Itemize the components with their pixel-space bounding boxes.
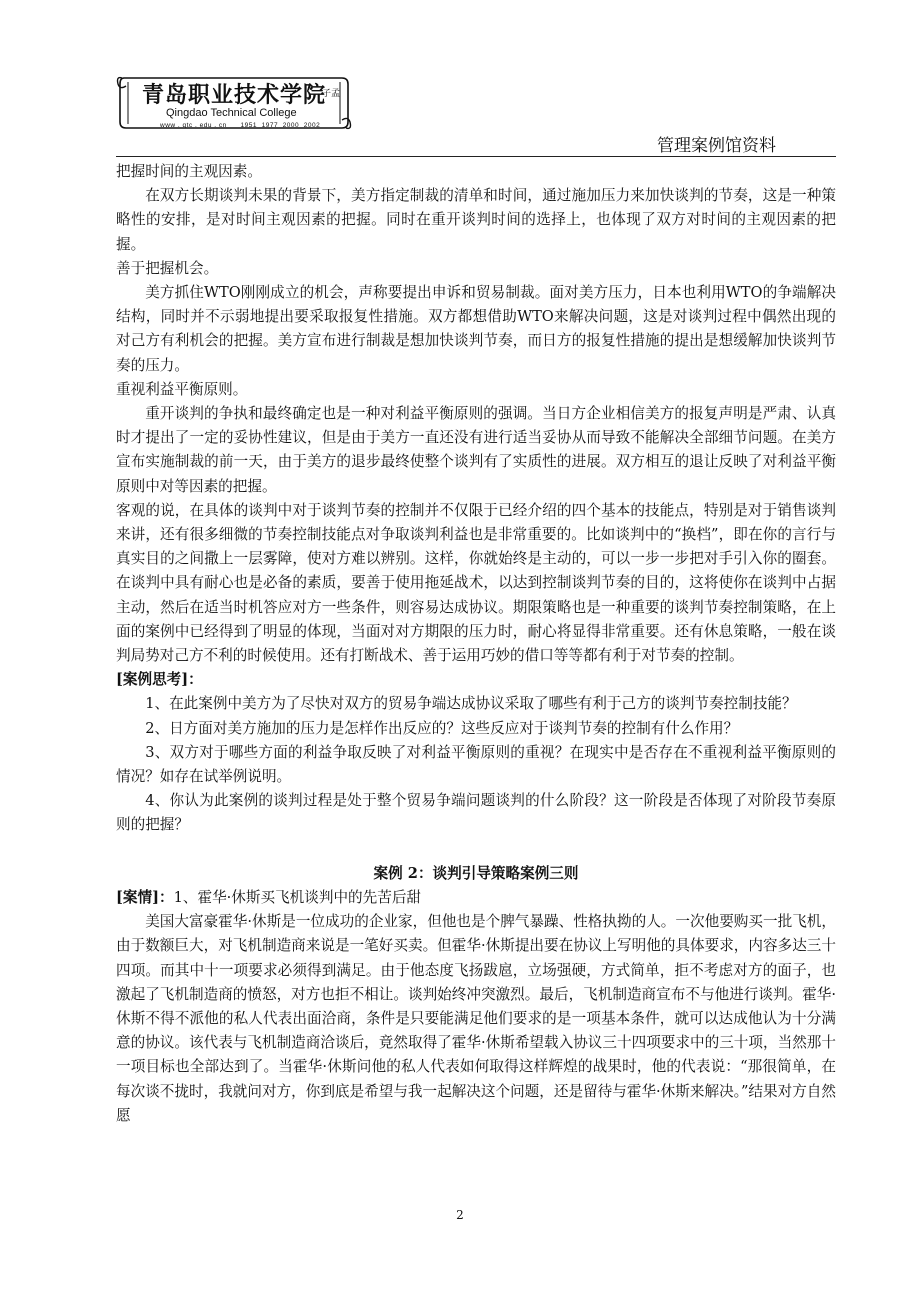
section-heading: 善于把握机会。 [116, 259, 219, 277]
paragraph: 把握时间的主观因素。 [116, 163, 262, 180]
case-label: [案情]： [116, 888, 174, 906]
document-title: 管理案例馆资料 [657, 136, 776, 156]
case-thinking-label: [案例思考]： [116, 671, 203, 689]
case-title: 案例 2：谈判引导策略案例三则 [373, 864, 579, 882]
question-item: 3、双方对于哪些方面的利益争取反映了对利益平衡原则的重视？在现实中是否存在不重视利益平衡原则的情况？如存在试举例说明。 [116, 743, 836, 786]
section-heading: 重视利益平衡原则。 [116, 380, 248, 398]
page-number: 2 [456, 1208, 464, 1222]
case-intro-line [116, 886, 836, 910]
paragraph: 客观的说，在具体的谈判中对于谈判节奏的控制并不仅限于已经介绍的四个基本的技能点，特别是对于销售谈判来讲，还有很多细微的节奏控制技能点对争取谈判利益也是非常重要的。比如谈判中的“换档”，即在你的言行与真实目的之间撒上一层雾障，使对方难以辨别。这样，你就始终是主动的，可以一步一步把对手引入你的圈套。在谈判中具有耐心也是必备的素质，要善于使用拖延战术，以达到控制谈判节奏的目的，这将使你在谈判中占据主动，然后在适当时机答应对方一些条件，则容易达成协议。期限策略也是一种重要的谈判节奏控制策略，在上面的案例中已经得到了明显的体现，当面对对方期限的压力时，耐心将显得非常重要。还有休息策略，一般在谈判局势对己方不利的时候使用。还有打断战术、善于运用巧妙的借口等等都有利于对节奏的控制。 [116, 501, 836, 665]
case-heading: 1、霍华·休斯买飞机谈判中的先苦后甜 [173, 888, 422, 906]
paragraph: 在双方长期谈判未果的背景下，美方指定制裁的清单和时间，通过施加压力来加快谈判的节奏，这是一种策略性的安排，是对时间主观因素的把握。同时在重开谈判时间的选择上，也体现了双方对时间的主观因素的把握。 [116, 187, 836, 253]
logo-seal-text: 子孟 [322, 89, 341, 99]
spacer [116, 838, 836, 862]
college-logo [116, 72, 352, 130]
logo-url-years: www . qtc . edu . cn 1951 1977 2000 2002 [160, 122, 321, 129]
question-item: 2、日方面对美方施加的压力是怎样作出反应的？这些反应对于谈判节奏的控制有什么作用？ [145, 719, 739, 737]
document-body [116, 160, 836, 1128]
logo-english-name: Qingdao Technical College [166, 107, 297, 119]
paragraph: 重开谈判的争执和最终确定也是一种对利益平衡原则的强调。当日方企业相信美方的报复声明是严肃、认真时才提出了一定的妥协性建议，但是由于美方一直还没有进行适当妥协从而导致不能解决全部细节问题。在美方宣布实施制裁的前一天，由于美方的退步最终使整个谈判有了实质性的进展。双方相互的退让反映了对利益平衡原则中对等因素的把握。 [116, 405, 836, 495]
paragraph: 美方抓住WTO刚刚成立的机会，声称要提出申诉和贸易制裁。面对美方压力，日本也利用WTO的争端解决结构，同时并不示弱地提出要采取报复性措施。双方都想借助WTO来解决问题，这是对谈判过程中偶然出现的对己方有利机会的把握。美方宣布进行制裁是想加快谈判节奏，而日方的报复性措施的提出是想缓解加快谈判节奏的压力。 [116, 284, 836, 374]
header-divider [116, 156, 836, 157]
logo-chinese-name: 青岛职业技术学院 [142, 82, 327, 108]
question-item: 1、在此案例中美方为了尽快对双方的贸易争端达成协议采取了哪些有利于己方的谈判节奏控制技能？ [145, 695, 797, 713]
question-item: 4、你认为此案例的谈判过程是处于整个贸易争端问题谈判的什么阶段？这一阶段是否体现了对阶段节奏原则的把握？ [116, 792, 836, 834]
page-header [116, 72, 836, 158]
paragraph: 美国大富豪霍华·休斯是一位成功的企业家，但他也是个脾气暴躁、性格执拗的人。一次他要购买一批飞机，由于数额巨大，对飞机制造商来说是一笔好买卖。但霍华·休斯提出要在协议上写明他的具体要求，内容多达三十四项。而其中十一项要求必须得到满足。由于他态度飞扬跋扈，立场强硬，方式简单，拒不考虑对方的面子，也激起了飞机制造商的愤怒，对方也拒不相让。谈判始终冲突激烈。最后，飞机制造商宣布不与他进行谈判。霍华·休斯不得不派他的私人代表出面洽商，条件是只要能满足他们要求的是一项基本条件，就可以达成他认为十分满意的协议。该代表与飞机制造商洽谈后，竟然取得了霍华·休斯希望载入协议三十四项要求中的三十项，当然那十一项目标也全部达到了。当霍华·休斯问他的私人代表如何取得这样辉煌的战果时，他的代表说：“那很简单，在每次谈不拢时，我就问对方，你到底是希望与我一起解决这个问题，还是留待与霍华·休斯来解决。”结果对方自然愿 [116, 913, 836, 1124]
